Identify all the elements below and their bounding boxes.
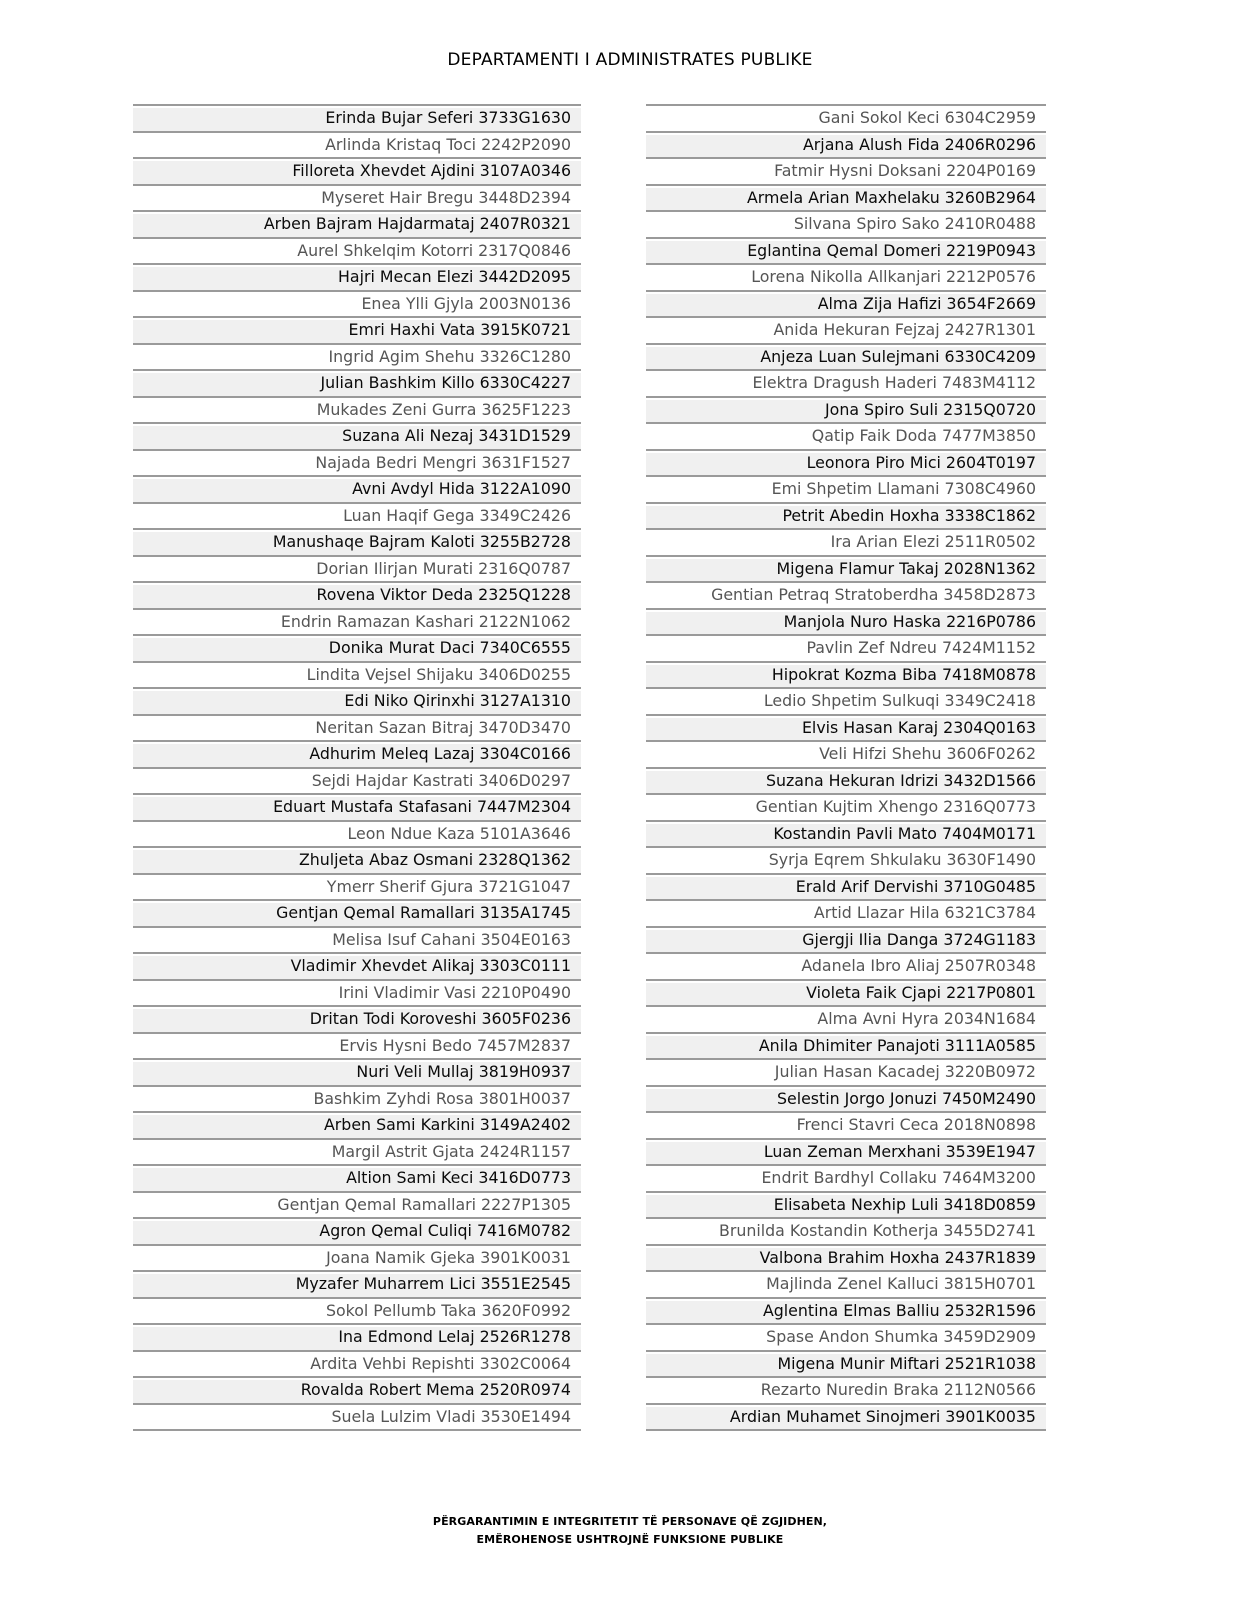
list-item: Gentian Petraq Stratoberdha 3458D2873 — [646, 583, 1046, 610]
list-item: Valbona Brahim Hoxha 2437R1839 — [646, 1246, 1046, 1273]
list-item: Lindita Vejsel Shijaku 3406D0255 — [133, 663, 581, 690]
list-item: Eglantina Qemal Domeri 2219P0943 — [646, 239, 1046, 266]
list-item: Luan Haqif Gega 3349C2426 — [133, 504, 581, 531]
footer-line-1: PËRGARANTIMIN E INTEGRITETIT TË PERSONAVE QË ZGJIDHEN, — [432, 1515, 828, 1528]
right-list — [646, 104, 1046, 1431]
list-item: Zhuljeta Abaz Osmani 2328Q1362 — [133, 848, 581, 875]
list-item: Leon Ndue Kaza 5101A3646 — [133, 822, 581, 849]
list-item: Artid Llazar Hila 6321C3784 — [646, 901, 1046, 928]
list-item: Vladimir Xhevdet Alikaj 3303C0111 — [133, 954, 581, 981]
list-item: Silvana Spiro Sako 2410R0488 — [646, 212, 1046, 239]
list-item: Petrit Abedin Hoxha 3338C1862 — [646, 504, 1046, 531]
list-item: Arlinda Kristaq Toci 2242P2090 — [133, 133, 581, 160]
left-list — [133, 104, 581, 1431]
list-item: Suela Lulzim Vladi 3530E1494 — [133, 1405, 581, 1432]
list-item: Najada Bedri Mengri 3631F1527 — [133, 451, 581, 478]
list-item: Spase Andon Shumka 3459D2909 — [646, 1325, 1046, 1352]
list-item: Gjergji Ilia Danga 3724G1183 — [646, 928, 1046, 955]
list-item: Leonora Piro Mici 2604T0197 — [646, 451, 1046, 478]
list-item: Endrin Ramazan Kashari 2122N1062 — [133, 610, 581, 637]
list-item: Elisabeta Nexhip Luli 3418D0859 — [646, 1193, 1046, 1220]
list-item: Hajri Mecan Elezi 3442D2095 — [133, 265, 581, 292]
list-item: Adanela Ibro Aliaj 2507R0348 — [646, 954, 1046, 981]
list-item: Nuri Veli Mullaj 3819H0937 — [133, 1060, 581, 1087]
list-item: Ymerr Sherif Gjura 3721G1047 — [133, 875, 581, 902]
list-item: Ardita Vehbi Repishti 3302C0064 — [133, 1352, 581, 1379]
list-item: Avni Avdyl Hida 3122A1090 — [133, 477, 581, 504]
list-item: Eduart Mustafa Stafasani 7447M2304 — [133, 795, 581, 822]
list-item: Gani Sokol Keci 6304C2959 — [646, 106, 1046, 133]
list-item: Sejdi Hajdar Kastrati 3406D0297 — [133, 769, 581, 796]
list-item: Julian Bashkim Killo 6330C4227 — [133, 371, 581, 398]
list-item: Endrit Bardhyl Collaku 7464M3200 — [646, 1166, 1046, 1193]
list-item: Brunilda Kostandin Kotherja 3455D2741 — [646, 1219, 1046, 1246]
list-item: Aurel Shkelqim Kotorri 2317Q0846 — [133, 239, 581, 266]
list-item: Enea Ylli Gjyla 2003N0136 — [133, 292, 581, 319]
list-item: Elvis Hasan Karaj 2304Q0163 — [646, 716, 1046, 743]
list-item: Agron Qemal Culiqi 7416M0782 — [133, 1219, 581, 1246]
list-item: Arjana Alush Fida 2406R0296 — [646, 133, 1046, 160]
list-item: Majlinda Zenel Kalluci 3815H0701 — [646, 1272, 1046, 1299]
list-item: Anila Dhimiter Panajoti 3111A0585 — [646, 1034, 1046, 1061]
list-item: Emri Haxhi Vata 3915K0721 — [133, 318, 581, 345]
list-item: Donika Murat Daci 7340C6555 — [133, 636, 581, 663]
list-item: Gentjan Qemal Ramallari 3135A1745 — [133, 901, 581, 928]
list-item: Migena Flamur Takaj 2028N1362 — [646, 557, 1046, 584]
list-item: Mukades Zeni Gurra 3625F1223 — [133, 398, 581, 425]
list-item: Rovalda Robert Mema 2520R0974 — [133, 1378, 581, 1405]
list-item: Selestin Jorgo Jonuzi 7450M2490 — [646, 1087, 1046, 1114]
list-item: Julian Hasan Kacadej 3220B0972 — [646, 1060, 1046, 1087]
list-item: Violeta Faik Cjapi 2217P0801 — [646, 981, 1046, 1008]
list-item: Gentian Kujtim Xhengo 2316Q0773 — [646, 795, 1046, 822]
list-item: Myzafer Muharrem Lici 3551E2545 — [133, 1272, 581, 1299]
list-item: Ardian Muhamet Sinojmeri 3901K0035 — [646, 1405, 1046, 1432]
page-title: DEPARTAMENTI I ADMINISTRATES PUBLIKE — [447, 50, 813, 70]
list-item: Bashkim Zyhdi Rosa 3801H0037 — [133, 1087, 581, 1114]
list-item: Rezarto Nuredin Braka 2112N0566 — [646, 1378, 1046, 1405]
list-item: Fatmir Hysni Doksani 2204P0169 — [646, 159, 1046, 186]
footer-line-2: EMËROHENOSE USHTROJNË FUNKSIONE PUBLIKE — [476, 1533, 784, 1546]
list-item: Ira Arian Elezi 2511R0502 — [646, 530, 1046, 557]
list-item: Alma Avni Hyra 2034N1684 — [646, 1007, 1046, 1034]
list-item: Hipokrat Kozma Biba 7418M0878 — [646, 663, 1046, 690]
list-item: Dritan Todi Koroveshi 3605F0236 — [133, 1007, 581, 1034]
list-item: Anjeza Luan Sulejmani 6330C4209 — [646, 345, 1046, 372]
list-item: Emi Shpetim Llamani 7308C4960 — [646, 477, 1046, 504]
list-item: Erald Arif Dervishi 3710G0485 — [646, 875, 1046, 902]
list-item: Filloreta Xhevdet Ajdini 3107A0346 — [133, 159, 581, 186]
list-item: Altion Sami Keci 3416D0773 — [133, 1166, 581, 1193]
list-item: Alma Zija Hafizi 3654F2669 — [646, 292, 1046, 319]
left-name-list — [133, 104, 581, 1431]
list-item: Ervis Hysni Bedo 7457M2837 — [133, 1034, 581, 1061]
list-item: Irini Vladimir Vasi 2210P0490 — [133, 981, 581, 1008]
list-item: Sokol Pellumb Taka 3620F0992 — [133, 1299, 581, 1326]
list-item: Dorian Ilirjan Murati 2316Q0787 — [133, 557, 581, 584]
list-item: Arben Bajram Hajdarmataj 2407R0321 — [133, 212, 581, 239]
list-item: Edi Niko Qirinxhi 3127A1310 — [133, 689, 581, 716]
list-item: Arben Sami Karkini 3149A2402 — [133, 1113, 581, 1140]
list-item: Manjola Nuro Haska 2216P0786 — [646, 610, 1046, 637]
list-item: Aglentina Elmas Balliu 2532R1596 — [646, 1299, 1046, 1326]
list-item: Rovena Viktor Deda 2325Q1228 — [133, 583, 581, 610]
list-item: Gentjan Qemal Ramallari 2227P1305 — [133, 1193, 581, 1220]
list-item: Myseret Hair Bregu 3448D2394 — [133, 186, 581, 213]
list-item: Suzana Ali Nezaj 3431D1529 — [133, 424, 581, 451]
list-item: Frenci Stavri Ceca 2018N0898 — [646, 1113, 1046, 1140]
list-item: Pavlin Zef Ndreu 7424M1152 — [646, 636, 1046, 663]
list-item: Joana Namik Gjeka 3901K0031 — [133, 1246, 581, 1273]
list-item: Melisa Isuf Cahani 3504E0163 — [133, 928, 581, 955]
list-item: Margil Astrit Gjata 2424R1157 — [133, 1140, 581, 1167]
list-item: Neritan Sazan Bitraj 3470D3470 — [133, 716, 581, 743]
list-item: Jona Spiro Suli 2315Q0720 — [646, 398, 1046, 425]
list-item: Veli Hifzi Shehu 3606F0262 — [646, 742, 1046, 769]
list-item: Lorena Nikolla Allkanjari 2212P0576 — [646, 265, 1046, 292]
list-item: Ingrid Agim Shehu 3326C1280 — [133, 345, 581, 372]
list-item: Manushaqe Bajram Kaloti 3255B2728 — [133, 530, 581, 557]
list-item: Anida Hekuran Fejzaj 2427R1301 — [646, 318, 1046, 345]
footer — [0, 1513, 1236, 1549]
list-item: Syrja Eqrem Shkulaku 3630F1490 — [646, 848, 1046, 875]
list-item: Qatip Faik Doda 7477M3850 — [646, 424, 1046, 451]
list-item: Suzana Hekuran Idrizi 3432D1566 — [646, 769, 1046, 796]
list-item: Adhurim Meleq Lazaj 3304C0166 — [133, 742, 581, 769]
list-item: Ina Edmond Lelaj 2526R1278 — [133, 1325, 581, 1352]
list-item: Luan Zeman Merxhani 3539E1947 — [646, 1140, 1046, 1167]
list-item: Ledio Shpetim Sulkuqi 3349C2418 — [646, 689, 1046, 716]
list-item: Kostandin Pavli Mato 7404M0171 — [646, 822, 1046, 849]
right-name-list — [646, 104, 1046, 1431]
list-item: Erinda Bujar Seferi 3733G1630 — [133, 106, 581, 133]
list-item: Armela Arian Maxhelaku 3260B2964 — [646, 186, 1046, 213]
list-item: Elektra Dragush Haderi 7483M4112 — [646, 371, 1046, 398]
list-item: Migena Munir Miftari 2521R1038 — [646, 1352, 1046, 1379]
